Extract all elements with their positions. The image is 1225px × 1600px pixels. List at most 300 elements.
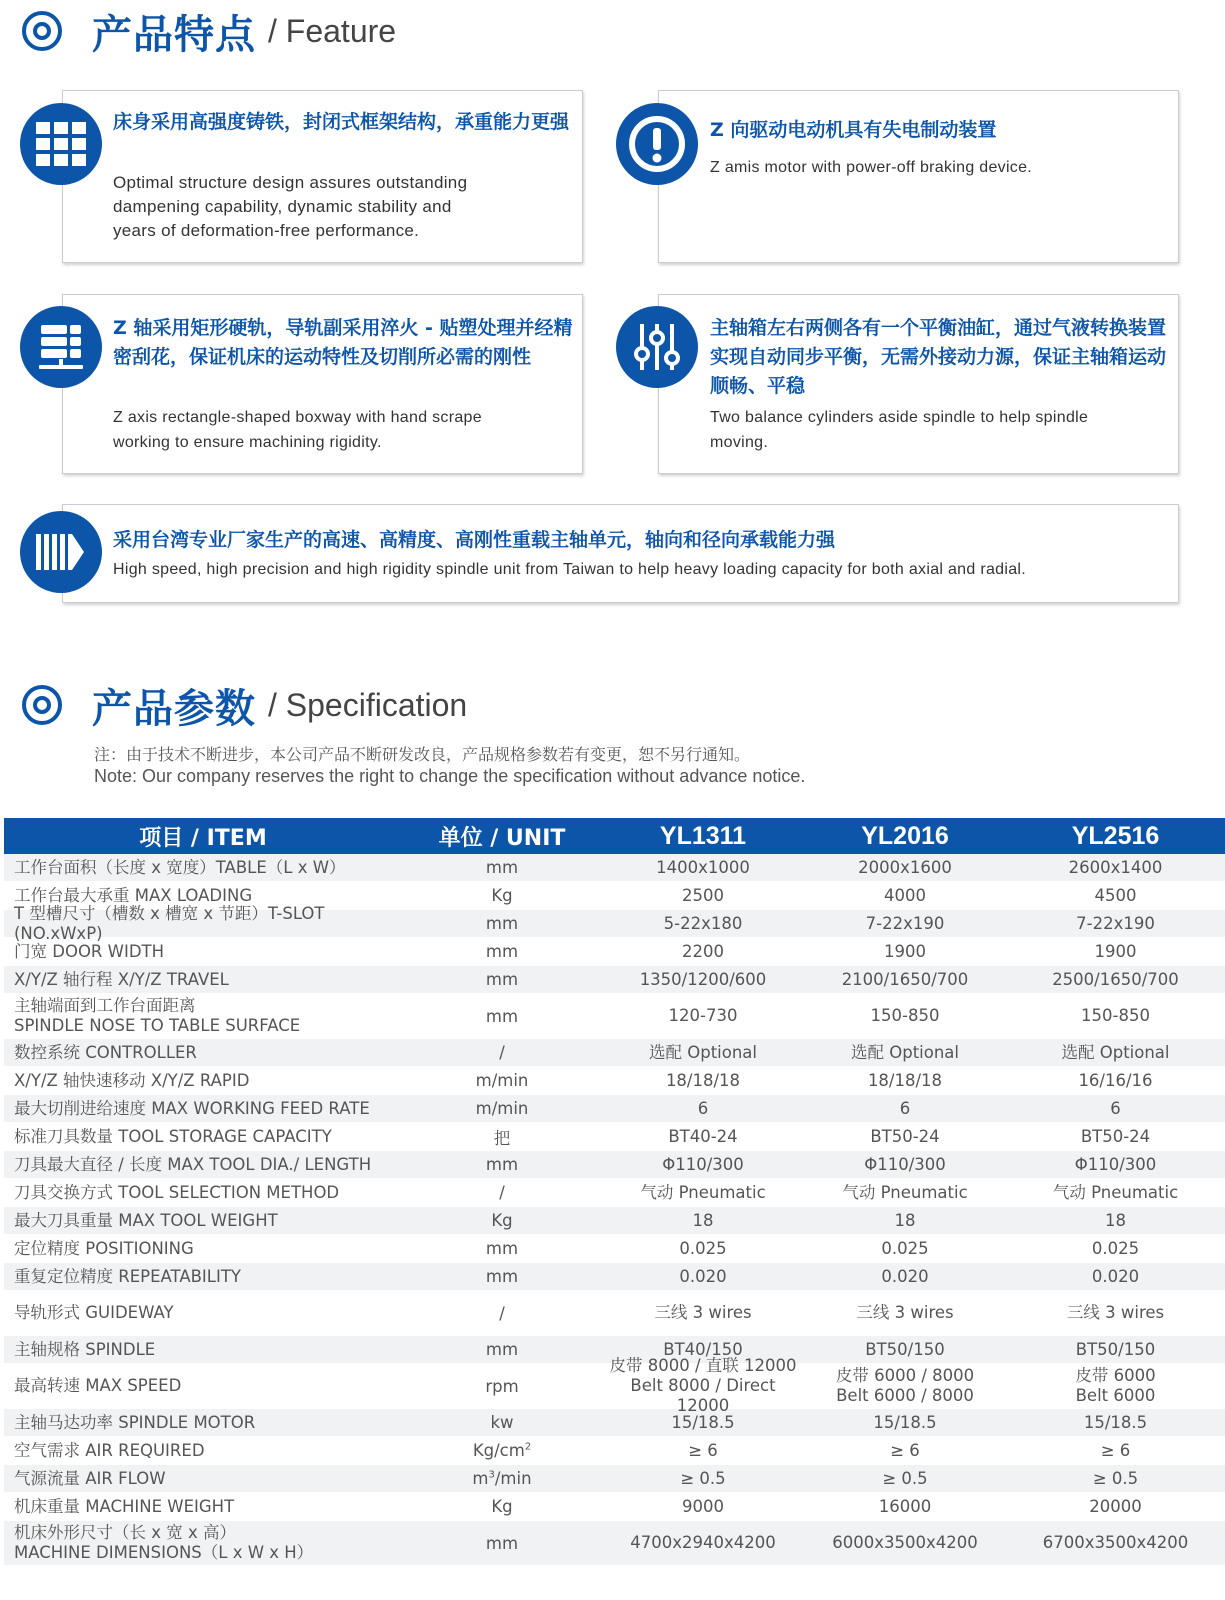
- value-text: 皮带 6000: [1075, 1366, 1156, 1385]
- value-cell: [602, 886, 804, 906]
- unit-text: Kg: [491, 1211, 513, 1230]
- unit-text: Kg: [491, 886, 513, 905]
- spec-table: [4, 818, 1225, 1566]
- unit-suffix: /min: [494, 1469, 532, 1488]
- unit-cell: [402, 1377, 602, 1396]
- value-text: 气动 Pneumatic: [842, 1182, 968, 1202]
- value-cell: [1006, 1071, 1225, 1091]
- value-cell: [602, 1303, 804, 1323]
- value-text: 2000x1600: [858, 857, 952, 877]
- value-cell: [602, 1239, 804, 1259]
- value-text: 15/18.5: [1083, 1412, 1148, 1432]
- value-cell: [602, 858, 804, 878]
- value-cell: [1006, 1239, 1225, 1259]
- header-model: YL1311: [659, 821, 747, 850]
- value-text: BT40-24: [668, 1126, 738, 1146]
- value-cell: [804, 1469, 1006, 1489]
- item-cell: [4, 1303, 402, 1323]
- value-cell: [1006, 1099, 1225, 1119]
- unit-cell: [402, 1007, 602, 1026]
- unit-text: mm: [485, 1267, 519, 1286]
- value-text: 6: [697, 1098, 709, 1118]
- unit-text: 把: [493, 1128, 511, 1148]
- item-cell: [4, 942, 402, 962]
- spec-heading: [22, 682, 468, 732]
- value-cell: [804, 1340, 1006, 1360]
- feature-en-line: High speed, high precision and high rigidity spindle unit from Taiwan to help heavy loading capacity for both axial and radial.: [113, 561, 1027, 578]
- value-cell: [804, 1006, 1006, 1026]
- table-row: [4, 1465, 1225, 1493]
- value-cell: [804, 1099, 1006, 1119]
- value-cell: [1006, 942, 1225, 962]
- value-cell: [602, 1071, 804, 1091]
- item-text: 刀具最大直径 / 长度 MAX TOOL DIA./ LENGTH: [14, 1154, 372, 1174]
- item-text: 空气需求 AIR REQUIRED: [14, 1440, 205, 1460]
- value-text: 4500: [1094, 885, 1137, 905]
- item-text: 机床外形尺寸（长 x 宽 x 高）: [14, 1523, 237, 1542]
- item-cell: [4, 904, 402, 944]
- value-cell: [1006, 1413, 1225, 1433]
- value-text: 6700x3500x4200: [1042, 1533, 1189, 1552]
- value-text: 选配 Optional: [850, 1042, 959, 1062]
- unit-cell: [402, 1413, 602, 1432]
- feature-heading: [22, 8, 397, 58]
- table-row: [4, 854, 1225, 882]
- value-text: 0.025: [1091, 1238, 1140, 1258]
- value-text: 150-850: [870, 1006, 940, 1025]
- item-text: 气源流量 AIR FLOW: [14, 1468, 166, 1488]
- unit-cell: [402, 942, 602, 961]
- value-cell: [804, 858, 1006, 878]
- value-cell: [1006, 1211, 1225, 1231]
- header-model: YL2016: [861, 821, 949, 850]
- value-text: BT40/150: [663, 1339, 743, 1359]
- target-icon: [22, 685, 62, 725]
- item-text: 定位精度 POSITIONING: [14, 1238, 194, 1258]
- value-text: 三线 3 wires: [1066, 1303, 1165, 1322]
- value-cell: [602, 1211, 804, 1231]
- value-cell: [804, 1303, 1006, 1323]
- value-text: 18: [894, 1210, 916, 1230]
- value-cell: [804, 1533, 1006, 1553]
- item-text: 工作台面积（长度 x 宽度）TABLE（L x W）: [14, 857, 346, 877]
- value-text: ≥ 6: [890, 1440, 920, 1460]
- unit-cell: [402, 858, 602, 877]
- grid-icon: [20, 103, 102, 185]
- item-text: T 型槽尺寸（槽数 x 槽宽 x 节距）T-SLOT (NO.xWxP): [14, 903, 325, 943]
- feature-cn-text: Z 向驱动电动机具有失电制动装置: [710, 119, 997, 141]
- value-text: 皮带 8000 / 直联 12000: [609, 1356, 797, 1375]
- feature-en-line: Z axis rectangle-shaped boxway with hand scrape: [113, 409, 482, 426]
- item-cell: [4, 996, 402, 1036]
- value-text: BT50/150: [865, 1339, 945, 1359]
- item-text: 主轴规格 SPINDLE: [14, 1339, 156, 1359]
- spec-title-en: / Specification: [268, 686, 468, 723]
- value-text: Belt 6000: [1075, 1386, 1156, 1405]
- value-text: 16000: [878, 1496, 932, 1516]
- unit-text: /: [499, 1043, 505, 1062]
- value-text: BT50/150: [1075, 1339, 1156, 1359]
- item-text: 刀具交换方式 TOOL SELECTION METHOD: [14, 1182, 340, 1202]
- value-text: 气动 Pneumatic: [1052, 1182, 1179, 1202]
- unit-text: /: [499, 1303, 505, 1323]
- table-row: [4, 903, 1225, 943]
- item-cell: [4, 1155, 402, 1175]
- table-row: [4, 1095, 1225, 1123]
- unit-cell: [402, 1469, 602, 1488]
- item-text: 导轨形式 GUIDEWAY: [14, 1303, 174, 1322]
- item-text: 机床重量 MACHINE WEIGHT: [14, 1496, 235, 1516]
- item-text: 主轴端面到工作台面距离: [14, 996, 196, 1015]
- value-text: 2500: [682, 885, 724, 905]
- item-cell: [4, 1127, 402, 1147]
- value-cell: [602, 1043, 804, 1063]
- value-cell: [804, 1267, 1006, 1287]
- unit-cell: [402, 914, 602, 933]
- value-text: 2500/1650/700: [1052, 969, 1179, 989]
- value-text: ≥ 0.5: [1092, 1468, 1139, 1488]
- item-text: 标准刀具数量 TOOL STORAGE CAPACITY: [14, 1126, 332, 1146]
- value-cell: [1006, 970, 1225, 990]
- feature-en-line: Optimal structure design assures outstanding: [113, 173, 468, 192]
- value-text: ≥ 6: [1100, 1440, 1131, 1460]
- value-text: 0.025: [881, 1238, 929, 1258]
- value-cell: [602, 1497, 804, 1517]
- feature-en-line: Z amis motor with power-off braking device.: [710, 159, 1033, 176]
- unit-text: mm: [485, 1155, 519, 1174]
- item-cell: [4, 1340, 402, 1360]
- value-cell: [602, 1356, 804, 1416]
- value-cell: [804, 1043, 1006, 1063]
- value-text: 7-22x190: [1076, 913, 1155, 933]
- table-row: [4, 1067, 1225, 1095]
- unit-cell: [402, 1125, 602, 1149]
- item-text: SPINDLE NOSE TO TABLE SURFACE: [14, 1016, 301, 1035]
- table-row: [4, 1039, 1225, 1067]
- value-cell: [602, 942, 804, 962]
- value-cell: [602, 1127, 804, 1147]
- value-cell: [602, 1413, 804, 1433]
- unit-cell: [402, 1155, 602, 1174]
- value-cell: [804, 914, 1006, 934]
- unit-text: mm: [485, 942, 519, 961]
- feature-en-line: working to ensure machining rigidity.: [113, 434, 382, 451]
- value-text: 皮带 6000 / 8000: [835, 1366, 975, 1385]
- feature-cn-text: 主轴箱左右两侧各有一个平衡油缸，通过气液转换装置实现自动同步平衡，无需外接动力源，保证主轴箱运动顺畅、平稳: [710, 317, 1167, 397]
- value-cell: [1006, 886, 1225, 906]
- value-text: 5-22x180: [663, 913, 743, 933]
- table-row: [4, 1521, 1225, 1566]
- feature-en-line: dampening capability, dynamic stability and: [113, 197, 452, 216]
- header-item: 项目 / ITEM: [139, 825, 267, 851]
- unit-cell: [402, 1239, 602, 1258]
- feature-cn-text: 床身采用高强度铸铁，封闭式框架结构，承重能力更强: [113, 111, 570, 133]
- unit-cell: [402, 1043, 602, 1062]
- value-text: ≥ 6: [688, 1440, 718, 1460]
- value-text: ≥ 0.5: [882, 1468, 928, 1488]
- value-cell: [804, 886, 1006, 906]
- unit-cell: [402, 886, 602, 905]
- unit-text: /: [499, 1183, 505, 1202]
- value-cell: [1006, 1340, 1225, 1360]
- table-row: [4, 1437, 1225, 1465]
- item-cell: [4, 1413, 402, 1433]
- item-cell: [4, 1211, 402, 1231]
- feature-title-en: / Feature: [268, 12, 397, 49]
- table-row: [4, 1291, 1225, 1336]
- value-cell: [1006, 1497, 1225, 1517]
- unit-text: kw: [490, 1413, 514, 1432]
- alert-icon: [616, 103, 698, 185]
- item-cell: [4, 1497, 402, 1517]
- value-text: 三线 3 wires: [654, 1303, 752, 1322]
- unit-cell: [402, 1183, 602, 1202]
- feature-en-text: [710, 156, 1032, 180]
- unit-text: mm: [485, 970, 519, 989]
- note-cn: 注：由于技术不断进步，本公司产品不断研发改良，产品规格参数若有变更，恕不另行通知。: [94, 745, 751, 764]
- value-text: 气动 Pneumatic: [640, 1182, 766, 1202]
- value-cell: [804, 1183, 1006, 1203]
- unit-text: mm: [485, 1340, 519, 1359]
- value-cell: [602, 1006, 804, 1026]
- unit-cell: [402, 1340, 602, 1359]
- value-text: 120-730: [668, 1006, 738, 1025]
- header-model: YL2516: [1071, 821, 1160, 850]
- item-cell: [4, 1441, 402, 1461]
- value-text: BT50-24: [870, 1126, 940, 1146]
- value-text: 选配 Optional: [1061, 1042, 1170, 1062]
- value-cell: [602, 1099, 804, 1119]
- value-text: Φ110/300: [662, 1154, 744, 1174]
- value-cell: [602, 970, 804, 990]
- value-cell: [804, 1071, 1006, 1091]
- feature-en-text: [113, 405, 482, 455]
- unit-text: mm: [485, 1533, 519, 1553]
- value-text: 4000: [884, 885, 926, 905]
- item-cell: [4, 1267, 402, 1287]
- unit-cell: [402, 1441, 602, 1460]
- rail-icon: [20, 306, 102, 388]
- unit-text: rpm: [485, 1376, 519, 1396]
- value-text: 18: [692, 1210, 714, 1230]
- value-text: 0.020: [1091, 1266, 1140, 1286]
- table-row: [4, 1356, 1225, 1415]
- value-cell: [804, 1441, 1006, 1461]
- item-cell: [4, 1523, 402, 1563]
- value-cell: [602, 1183, 804, 1203]
- value-text: BT50-24: [1080, 1126, 1151, 1146]
- item-text: 重复定位精度 REPEATABILITY: [14, 1266, 242, 1286]
- item-cell: [4, 1239, 402, 1259]
- target-icon: [22, 11, 62, 51]
- feature-en-line: years of deformation-free performance.: [113, 221, 420, 240]
- value-cell: [602, 1441, 804, 1461]
- table-row: [4, 938, 1225, 966]
- header-unit: 单位 / UNIT: [438, 825, 566, 851]
- value-cell: [804, 1211, 1006, 1231]
- unit-cell: [402, 1211, 602, 1230]
- value-text: 6: [1110, 1098, 1121, 1118]
- unit-cell: [402, 1497, 602, 1516]
- value-text: 15/18.5: [671, 1412, 735, 1432]
- value-text: 9000: [682, 1496, 724, 1516]
- value-text: 1350/1200/600: [639, 969, 767, 989]
- table-row: [4, 1493, 1225, 1521]
- value-cell: [804, 1127, 1006, 1147]
- value-cell: [602, 1155, 804, 1175]
- unit-text: mm: [485, 1239, 519, 1258]
- value-cell: [804, 1366, 1006, 1406]
- unit-cell: [402, 970, 602, 989]
- sliders-icon: [616, 306, 698, 388]
- feature-en-line: Two balance cylinders aside spindle to help spindle: [710, 409, 1089, 426]
- value-cell: [1006, 1469, 1225, 1489]
- value-cell: [1006, 1043, 1225, 1063]
- feature-cn-text: Z 轴采用矩形硬轨，导轨副采用淬火 - 贴塑处理并经精密刮花，保证机床的运动特性及切削所必需的刚性: [113, 317, 573, 368]
- value-text: 2600x1400: [1068, 857, 1163, 877]
- note-en: Note: Our company reserves the right to change the specification without advance notice.: [94, 766, 806, 786]
- value-cell: [1006, 1127, 1225, 1147]
- item-cell: [4, 970, 402, 990]
- value-cell: [1006, 1303, 1225, 1323]
- value-cell: [602, 914, 804, 934]
- value-text: 2100/1650/700: [841, 969, 969, 989]
- item-cell: [4, 1043, 402, 1063]
- value-text: 0.020: [881, 1266, 929, 1286]
- unit-text: mm: [485, 1006, 519, 1026]
- value-text: ≥ 0.5: [680, 1468, 726, 1488]
- unit-text: m/min: [475, 1071, 529, 1090]
- value-cell: [1006, 1267, 1225, 1287]
- value-cell: [1006, 1006, 1225, 1026]
- value-text: 0.025: [679, 1238, 727, 1258]
- value-cell: [804, 1155, 1006, 1175]
- value-cell: [1006, 1155, 1225, 1175]
- item-text: 门宽 DOOR WIDTH: [14, 941, 165, 961]
- table-row: [4, 1263, 1225, 1291]
- value-cell: [1006, 1533, 1225, 1553]
- unit-cell: [402, 1534, 602, 1553]
- value-text: Belt 6000 / 8000: [836, 1386, 974, 1405]
- unit-superscript: 3: [488, 1469, 495, 1481]
- value-text: 15/18.5: [873, 1412, 937, 1432]
- item-text: 最大刀具重量 MAX TOOL WEIGHT: [14, 1210, 278, 1230]
- value-cell: [1006, 1183, 1225, 1203]
- feature-cn-text: 采用台湾专业厂家生产的高速、高精度、高刚性重载主轴单元，轴向和径向承载能力强: [113, 529, 836, 551]
- value-cell: [804, 970, 1006, 990]
- value-text: 150-850: [1081, 1006, 1150, 1025]
- unit-superscript: 2: [524, 1441, 532, 1453]
- item-text: 最高转速 MAX SPEED: [14, 1376, 182, 1395]
- value-cell: [602, 1469, 804, 1489]
- table-row: [4, 1151, 1225, 1179]
- value-text: 1900: [1094, 941, 1137, 961]
- value-cell: [804, 1413, 1006, 1433]
- feature-en-line: moving.: [710, 434, 769, 451]
- value-text: 18/18/18: [867, 1070, 943, 1090]
- item-cell: [4, 1376, 402, 1396]
- value-text: 2200: [682, 941, 724, 961]
- unit-cell: [402, 1099, 602, 1118]
- value-cell: [804, 1239, 1006, 1259]
- item-cell: [4, 1071, 402, 1091]
- value-text: 18/18/18: [665, 1070, 741, 1090]
- table-row: [4, 994, 1225, 1039]
- value-text: 7-22x190: [865, 913, 945, 933]
- feature-en-text: [113, 171, 467, 243]
- value-text: 1400x1000: [656, 857, 750, 877]
- item-cell: [4, 1099, 402, 1119]
- unit-text: Kg/cm: [472, 1441, 525, 1460]
- spec-table-body: [4, 854, 1225, 1566]
- value-text: Φ110/300: [864, 1154, 946, 1174]
- unit-text: m/min: [475, 1099, 529, 1118]
- value-cell: [1006, 914, 1225, 934]
- item-text: 数控系统 CONTROLLER: [14, 1042, 197, 1062]
- spec-table-header: [4, 818, 1225, 854]
- item-text: 最大切削进给速度 MAX WORKING FEED RATE: [14, 1098, 370, 1118]
- value-text: 三线 3 wires: [856, 1303, 954, 1322]
- value-text: 6: [899, 1098, 911, 1118]
- feature-title-cn: 产品特点: [92, 11, 256, 58]
- value-cell: [602, 1533, 804, 1553]
- value-cell: [804, 1497, 1006, 1517]
- item-cell: [4, 1469, 402, 1489]
- spindle-icon: [20, 511, 102, 593]
- value-text: Φ110/300: [1074, 1154, 1157, 1174]
- value-text: 选配 Optional: [648, 1042, 757, 1062]
- unit-text: mm: [485, 914, 519, 933]
- table-row: [4, 1207, 1225, 1235]
- item-text: 工作台最大承重 MAX LOADING: [14, 885, 253, 905]
- unit-text: Kg: [491, 1497, 513, 1516]
- value-text: Belt 8000 / Direct 12000: [630, 1376, 776, 1415]
- spec-title-cn: 产品参数: [92, 685, 256, 732]
- value-cell: [804, 942, 1006, 962]
- value-text: 1900: [884, 941, 926, 961]
- unit-cell: [402, 1267, 602, 1286]
- unit-cell: [402, 1304, 602, 1323]
- unit-text: mm: [485, 858, 519, 877]
- item-text: 主轴马达功率 SPINDLE MOTOR: [14, 1412, 256, 1432]
- table-row: [4, 1409, 1225, 1437]
- item-cell: [4, 858, 402, 878]
- item-text: MACHINE DIMENSIONS（L x W x H）: [14, 1543, 314, 1562]
- item-cell: [4, 886, 402, 906]
- table-row: [4, 966, 1225, 994]
- value-text: 0.020: [679, 1266, 727, 1286]
- table-row: [4, 1235, 1225, 1263]
- table-row: [4, 1179, 1225, 1207]
- unit-cell: [402, 1071, 602, 1090]
- value-cell: [1006, 1366, 1225, 1406]
- unit-text: m: [472, 1469, 489, 1488]
- value-text: 20000: [1089, 1496, 1142, 1516]
- value-text: 16/16/16: [1078, 1070, 1153, 1090]
- value-text: 6000x3500x4200: [832, 1533, 978, 1552]
- item-text: X/Y/Z 轴快速移动 X/Y/Z RAPID: [14, 1070, 250, 1090]
- feature-en-text: [710, 405, 1088, 455]
- value-cell: [1006, 858, 1225, 878]
- value-cell: [1006, 1441, 1225, 1461]
- item-text: X/Y/Z 轴行程 X/Y/Z TRAVEL: [14, 969, 229, 989]
- value-text: 18: [1105, 1210, 1126, 1230]
- value-cell: [602, 1267, 804, 1287]
- item-cell: [4, 1183, 402, 1203]
- value-text: 4700x2940x4200: [630, 1533, 776, 1552]
- table-row: [4, 1123, 1225, 1151]
- feature-en-text: [113, 558, 1026, 582]
